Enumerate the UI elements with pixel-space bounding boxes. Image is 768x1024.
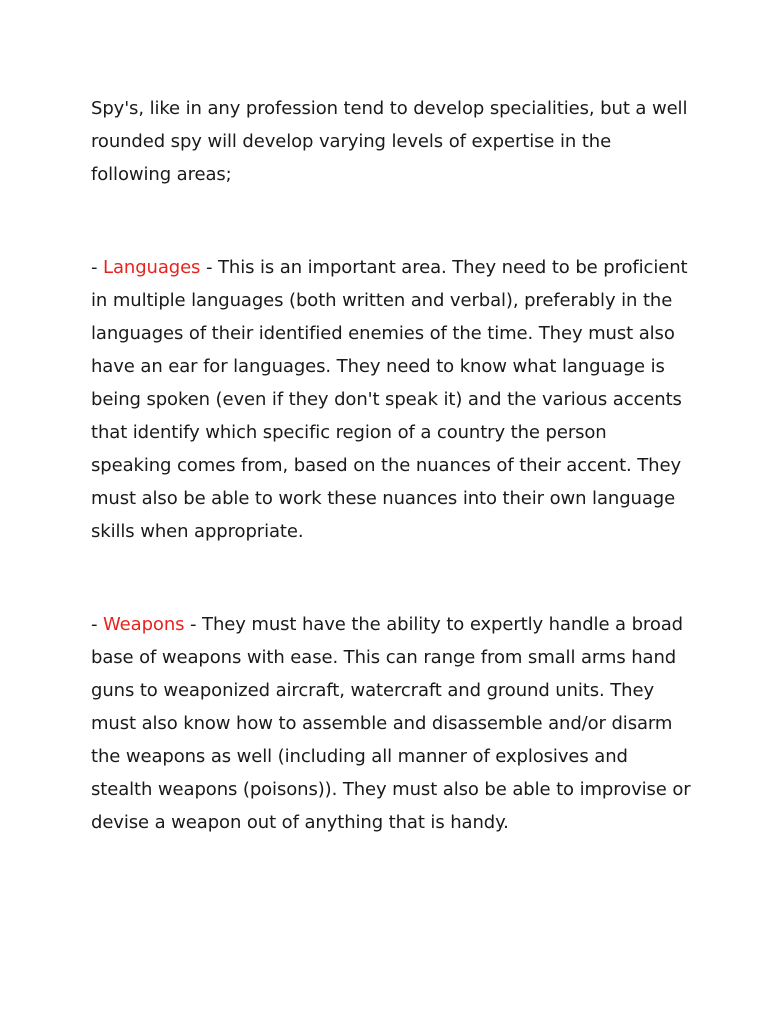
intro-paragraph: Spy's, like in any profession tend to develop specialities, but a well rounded spy will develop varying levels of expertise in the following areas;: [91, 98, 688, 185]
weapons-bullet: -: [91, 614, 104, 635]
weapons-paragraph: [91, 608, 691, 839]
languages-separator: -: [200, 257, 218, 278]
languages-term: Languages: [103, 257, 201, 278]
weapons-body: They must have the ability to expertly handle a broad base of weapons with ease. This can range from small arms hand guns to weaponized aircraft, watercraft and ground units. They must also know how to assemble and disassemble and/or disarm the weapons as well (including all manner of explosives and stealth weapons (poisons)). They must also be able to improvise or devise a weapon out of anything that is handy.: [91, 614, 691, 833]
weapons-term: Weapons: [103, 614, 185, 635]
languages-bullet: -: [91, 257, 104, 278]
languages-body: This is an important area. They need to be proficient in multiple languages (both written and verbal), preferably in the languages of their identified enemies of the time. They must also have an ear for languages. They need to know what language is being spoken (even if they don't speak it) and the various accents that identify which specific region of a country the person speaking comes from, based on the nuances of their accent. They must also be able to work these nuances into their own language skills when appropriate.: [91, 257, 688, 542]
weapons-separator: -: [184, 614, 203, 635]
languages-paragraph: [91, 251, 691, 548]
